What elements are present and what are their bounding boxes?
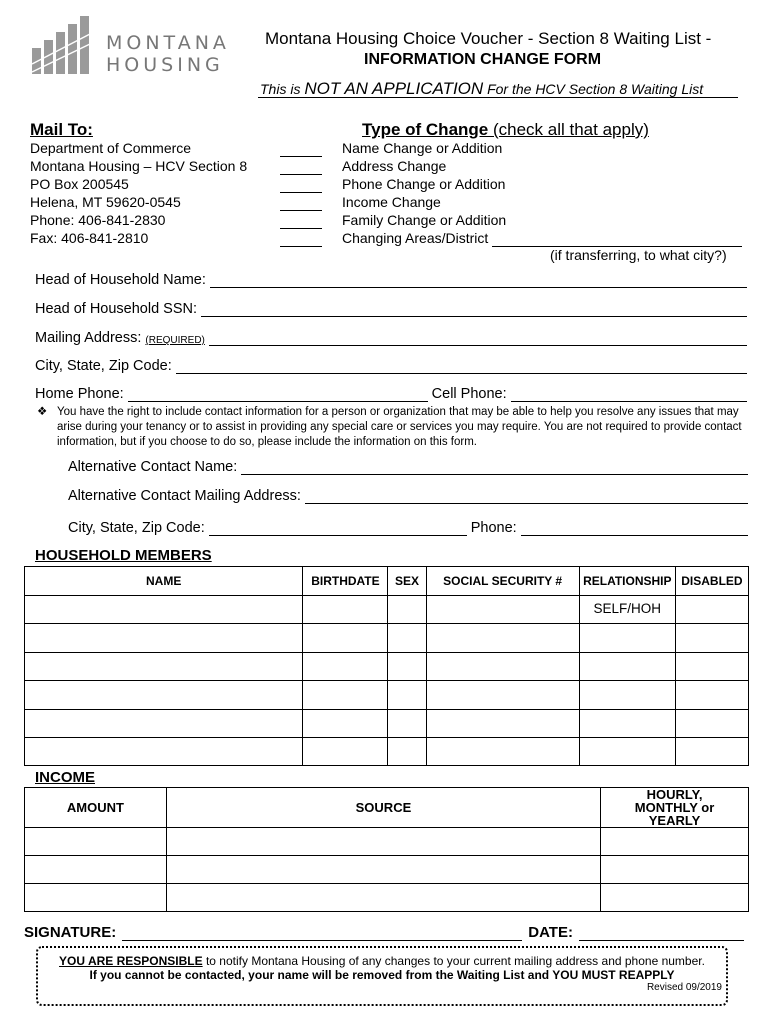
option-label: Family Change or Addition — [342, 212, 507, 228]
alt-contact-address-field[interactable] — [68, 488, 748, 504]
transfer-city-field[interactable] — [492, 233, 742, 247]
field-label: Head of Household Name: — [35, 272, 206, 288]
change-option[interactable] — [280, 229, 742, 247]
column-header: SEX — [388, 567, 426, 596]
column-header: RELATIONSHIP — [579, 567, 675, 596]
table-cell[interactable] — [25, 710, 303, 738]
diamond-bullet-icon: ❖ — [37, 406, 48, 418]
table-header-row — [25, 567, 749, 596]
check-blank[interactable] — [280, 143, 322, 157]
type-of-change-note: (check all that apply) — [492, 120, 649, 139]
form-title-line2: INFORMATION CHANGE FORM — [364, 51, 602, 68]
logo-text-line2: HOUSING — [106, 54, 224, 76]
check-blank[interactable] — [280, 179, 322, 193]
income-heading: INCOME — [35, 769, 95, 786]
input-line[interactable] — [176, 359, 747, 374]
table-cell[interactable] — [303, 738, 388, 766]
form-title-line1: Montana Housing Choice Voucher - Section 8 Waiting List - — [265, 29, 712, 48]
date-label: DATE: — [528, 924, 573, 941]
mail-to-address — [30, 139, 247, 247]
column-header: NAME — [25, 567, 303, 596]
relationship-cell[interactable]: SELF/HOH — [579, 596, 675, 624]
column-header: SOURCE — [166, 788, 600, 828]
table-cell[interactable] — [166, 828, 600, 856]
mailing-address-field[interactable] — [35, 330, 747, 346]
field-label: Alternative Contact Mailing Address: — [68, 488, 301, 504]
change-option[interactable] — [280, 139, 742, 157]
signature-line[interactable] — [122, 925, 522, 941]
table-cell[interactable] — [303, 710, 388, 738]
table-cell[interactable] — [388, 710, 426, 738]
hoh-ssn-field[interactable] — [35, 301, 747, 317]
table-cell[interactable] — [303, 596, 388, 624]
input-line[interactable] — [210, 273, 747, 288]
reapply-warning: If you cannot be contacted, your name will be removed from the Waiting List and YOU MUST REAPPLY — [89, 968, 675, 982]
table-cell[interactable] — [675, 596, 748, 624]
table-row — [25, 681, 749, 710]
responsibility-label: YOU ARE RESPONSIBLE — [59, 954, 203, 968]
alt-city-input[interactable] — [209, 521, 467, 536]
change-options — [280, 139, 742, 247]
column-header: BIRTHDATE — [303, 567, 388, 596]
contact-notice — [37, 405, 742, 450]
table-cell[interactable] — [303, 681, 388, 710]
table-cell[interactable] — [166, 856, 600, 884]
table-cell[interactable] — [675, 681, 748, 710]
household-heading: HOUSEHOLD MEMBERS — [35, 547, 212, 564]
option-label: Address Change — [342, 158, 447, 174]
table-cell[interactable] — [579, 681, 675, 710]
table-cell[interactable] — [601, 856, 749, 884]
table-row — [25, 624, 749, 653]
table-cell[interactable] — [675, 738, 748, 766]
subtitle-post: For the HCV Section 8 Waiting List — [483, 81, 704, 97]
logo-text-line1: MONTANA — [106, 32, 230, 54]
table-cell[interactable] — [426, 710, 579, 738]
address-line: Montana Housing – HCV Section 8 — [30, 158, 248, 174]
table-cell[interactable] — [579, 710, 675, 738]
table-row — [25, 738, 749, 766]
table-cell[interactable] — [303, 653, 388, 681]
field-label: Head of Household SSN: — [35, 301, 198, 317]
alt-phone-input[interactable] — [521, 521, 748, 536]
household-table — [24, 566, 749, 766]
check-blank[interactable] — [280, 233, 322, 247]
revision-date: Revised 09/2019 — [646, 982, 722, 993]
table-cell[interactable] — [601, 884, 749, 912]
table-cell[interactable] — [579, 624, 675, 653]
cell-phone-input[interactable] — [511, 387, 747, 402]
address-line: Phone: 406-841-2830 — [30, 212, 166, 228]
footer-notice — [36, 946, 728, 1006]
address-line: PO Box 200545 — [30, 176, 129, 192]
check-blank[interactable] — [280, 161, 322, 175]
field-label: Alternative Contact Name: — [68, 459, 238, 475]
table-cell[interactable] — [426, 653, 579, 681]
table-cell[interactable] — [426, 738, 579, 766]
table-cell[interactable] — [25, 596, 303, 624]
table-header-row — [25, 788, 749, 828]
hoh-name-field[interactable] — [35, 272, 747, 288]
table-row — [25, 596, 749, 624]
table-cell[interactable] — [388, 681, 426, 710]
building-logo-icon — [30, 14, 94, 76]
signature-label: SIGNATURE: — [24, 924, 117, 941]
table-cell[interactable] — [579, 653, 675, 681]
option-label: Changing Areas/District — [342, 230, 489, 246]
input-line[interactable] — [241, 460, 748, 475]
field-label: Mailing Address: — [35, 330, 142, 346]
type-of-change-heading — [362, 120, 649, 140]
table-cell[interactable] — [25, 884, 167, 912]
option-label: Income Change — [342, 194, 441, 210]
city-state-zip-field[interactable] — [35, 358, 747, 374]
table-row — [25, 710, 749, 738]
alt-contact-name-field[interactable] — [68, 459, 748, 475]
table-cell[interactable] — [25, 681, 303, 710]
address-line: Helena, MT 59620-0545 — [30, 194, 181, 210]
alt-contact-city-phone — [68, 520, 748, 536]
address-line: Fax: 406-841-2810 — [30, 230, 149, 246]
table-cell[interactable] — [426, 681, 579, 710]
responsibility-text: to notify Montana Housing of any changes to your current mailing address and phone number. — [202, 954, 705, 968]
table-row — [25, 884, 749, 912]
home-phone-input[interactable] — [128, 387, 428, 402]
required-label: (REQUIRED) — [145, 335, 205, 346]
input-line[interactable] — [305, 489, 748, 504]
option-label: Phone Change or Addition — [342, 176, 506, 192]
table-cell[interactable] — [675, 653, 748, 681]
table-row — [25, 653, 749, 681]
check-blank[interactable] — [280, 215, 322, 229]
check-blank[interactable] — [280, 197, 322, 211]
column-header: DISABLED — [675, 567, 748, 596]
logo — [30, 14, 230, 76]
table-cell[interactable] — [25, 624, 303, 653]
address-line: Department of Commerce — [30, 140, 192, 156]
income-table — [24, 787, 749, 912]
table-row — [25, 856, 749, 884]
form-subtitle — [260, 79, 703, 99]
table-cell[interactable] — [388, 653, 426, 681]
date-line[interactable] — [579, 925, 744, 941]
subtitle-pre: This is — [260, 81, 305, 97]
table-row — [25, 828, 749, 856]
table-cell[interactable] — [675, 624, 748, 653]
mail-to-heading: Mail To: — [30, 120, 93, 139]
table-cell[interactable] — [579, 738, 675, 766]
phone-fields — [35, 386, 747, 402]
table-cell[interactable] — [388, 624, 426, 653]
table-cell[interactable] — [25, 653, 303, 681]
table-cell[interactable] — [675, 710, 748, 738]
change-option[interactable] — [280, 193, 742, 211]
transfer-note: (if transferring, to what city?) — [550, 247, 727, 263]
change-option[interactable] — [280, 175, 742, 193]
cell-phone-label: Cell Phone: — [431, 386, 507, 402]
table-cell[interactable] — [601, 828, 749, 856]
change-option[interactable] — [280, 157, 742, 175]
home-phone-label: Home Phone: — [35, 386, 124, 402]
column-header: SOCIAL SECURITY # — [426, 567, 579, 596]
table-cell[interactable] — [25, 856, 167, 884]
alt-city-label: City, State, Zip Code: — [68, 520, 205, 536]
table-cell[interactable] — [388, 738, 426, 766]
table-cell[interactable] — [426, 624, 579, 653]
column-header: HOURLY, MONTHLY or YEARLY — [601, 788, 749, 828]
signature-row — [24, 924, 744, 941]
table-cell[interactable] — [25, 828, 167, 856]
input-line[interactable] — [209, 331, 747, 346]
alt-phone-label: Phone: — [470, 520, 517, 536]
subtitle-emphasis: NOT AN APPLICATION — [304, 79, 484, 98]
table-cell[interactable] — [388, 596, 426, 624]
change-option[interactable] — [280, 211, 742, 229]
input-line[interactable] — [201, 302, 747, 317]
type-of-change-label: Type of Change — [362, 120, 493, 139]
notice-text: You have the right to include contact information for a person or organization that may be able to help you resolve any issues that may arise during your tenancy or to assist in providing any special care or services you may require. You are not required to provide contact information, but if you choose to do so, please include the information on this form. — [57, 406, 742, 448]
field-label: City, State, Zip Code: — [35, 358, 172, 374]
table-cell[interactable] — [426, 596, 579, 624]
table-cell[interactable] — [166, 884, 600, 912]
table-cell[interactable] — [25, 738, 303, 766]
responsibility-line — [38, 954, 726, 968]
table-cell[interactable] — [303, 624, 388, 653]
column-header: AMOUNT — [25, 788, 167, 828]
subtitle-underline — [258, 97, 738, 98]
option-label: Name Change or Addition — [342, 140, 503, 156]
